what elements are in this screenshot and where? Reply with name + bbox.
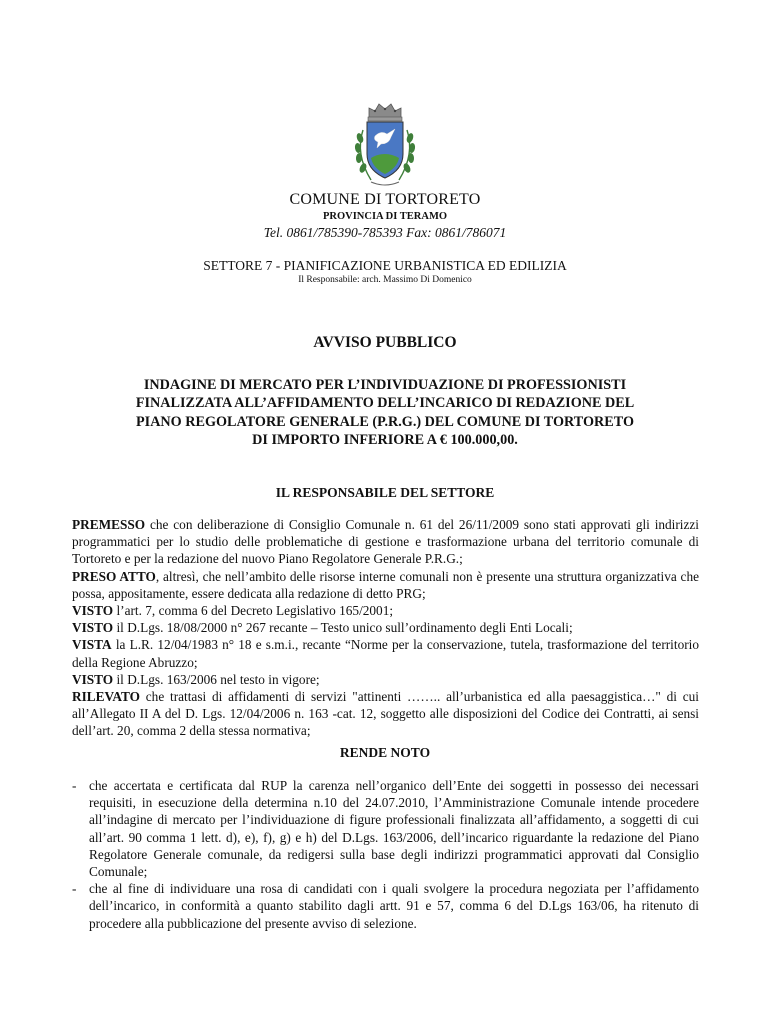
contact-info: Tel. 0861/785390-785393 Fax: 0861/786071 xyxy=(263,225,507,240)
paragraph-visto xyxy=(72,671,699,688)
provincia-name: PROVINCIA DI TERAMO xyxy=(322,211,448,222)
list-item xyxy=(72,777,699,880)
comune-crest-logo xyxy=(345,96,425,196)
paragraph-lead: VISTO xyxy=(72,671,114,687)
comune-name: COMUNE DI TORTORETO xyxy=(289,191,481,208)
list-dash: - xyxy=(72,881,77,897)
paragraph-lead: VISTO xyxy=(72,620,114,636)
list-item-text: che accertata e certificata dal RUP la carenza nell’organico dell’Ente dei soggetti in possesso dei necessari requisiti, in esecuzione della determina n.10 del 24.07.2010, l’Amministrazione Comunale intende procedere all’indagine di mercato per l’individuazione di figure professionali finalizzata all’affidamento, a soggetti di cui all’art. 90 comma 1 lett. d), e), f), g) e h) del D.Lgs. 163/2006, dell’incarico riguardante la redazione del Piano Regolatore Generale comunale, da redigersi sulla base degli indirizzi programmatici approvati dal Consiglio Comunale; xyxy=(89,778,699,880)
shield-icon xyxy=(367,122,403,178)
settore-title: SETTORE 7 - PIANIFICAZIONE URBANISTICA ED EDILIZIA xyxy=(203,258,567,273)
subject-line: INDAGINE DI MERCATO PER L’INDIVIDUAZIONE DI PROFESSIONISTI xyxy=(143,377,627,393)
list-item xyxy=(72,880,699,932)
list-dash: - xyxy=(72,778,77,793)
crown-icon xyxy=(368,104,402,121)
paragraph-preso-atto xyxy=(72,568,699,602)
paragraph-lead: VISTO xyxy=(72,603,114,619)
paragraph-visto xyxy=(72,619,699,636)
paragraph-lead: PREMESSO xyxy=(72,517,146,532)
paragraph-text: che trattasi di affidamenti di servizi "attinenti …….. all’urbanistica ed alla paesaggistica…" di cui all’Allegato II A del D. Lgs. 12/04/2006 n. 163 -cat. 12, soggetto alle disposizioni del Codice dei Contratti, ai sensi dell’art. 20, comma 2 della stessa normativa; xyxy=(72,689,699,739)
paragraph-text: il D.Lgs. 18/08/2000 n° 267 recante – Testo unico sull’ordinamento degli Enti Locali; xyxy=(113,620,573,636)
subject-line: FINALIZZATA ALL’AFFIDAMENTO DELL’INCARICO DI REDAZIONE DEL xyxy=(135,395,635,412)
paragraph-lead: VISTA xyxy=(72,637,112,653)
paragraph-rilevato xyxy=(72,688,699,740)
paragraph-lead: PRESO ATTO xyxy=(72,568,156,584)
paragraph-text: il D.Lgs. 163/2006 nel testo in vigore; xyxy=(113,671,320,687)
paragraph-text: la L.R. 12/04/1983 n° 18 e s.m.i., recante “Norme per la conservazione, tutela, trasformazione del territorio della Regione Abruzzo; xyxy=(72,637,699,670)
subject-heading xyxy=(0,376,770,450)
paragraph-text: che con deliberazione di Consiglio Comunale n. 61 del 26/11/2009 sono stati approvati gli indirizzi programmatici per lo studio delle problematiche di gestione e trasformazione urbana del territorio comunale di Tortoreto e per la redazione del nuovo Piano Regolatore Generale P.R.G.; xyxy=(72,517,699,567)
subject-line: PIANO REGOLATORE GENERALE (P.R.G.) DEL COMUNE DI TORTORETO xyxy=(136,413,634,430)
paragraph-lead: RILEVATO xyxy=(72,689,140,705)
paragraph-text: l’art. 7, comma 6 del Decreto Legislativo 165/2001; xyxy=(113,603,394,619)
subject-line: DI IMPORTO INFERIORE A € 100.000,00. xyxy=(252,432,518,449)
paragraph-visto xyxy=(72,602,699,619)
rende-noto-title: RENDE NOTO xyxy=(339,745,431,760)
paragraph-text: , altresì, che nell’ambito delle risorse interne comunali non è presente una struttura organizzativa che possa, appositamente, essere dedicata alla redazione di detto PRG; xyxy=(72,568,699,601)
paragraph-premesso xyxy=(72,516,699,568)
list-item-text: che al fine di individuare una rosa di candidati con i quali svolgere la procedura negoziata per l’affidamento dell’incarico, in conformità a quanto stabilito dagli artt. 91 e 57, comma 6 del D.Lgs 163/06, ha ritenuto di procedere alla pubblicazione del presente avviso di selezione. xyxy=(89,881,699,931)
avviso-title: AVVISO PUBBLICO xyxy=(313,334,457,351)
paragraph-vista xyxy=(72,636,699,670)
rende-noto-list xyxy=(72,777,699,932)
responsabile-section-title: IL RESPONSABILE DEL SETTORE xyxy=(275,485,495,500)
premesse-body xyxy=(72,516,699,740)
responsabile-line: Il Responsabile: arch. Massimo Di Domenico xyxy=(298,275,472,285)
